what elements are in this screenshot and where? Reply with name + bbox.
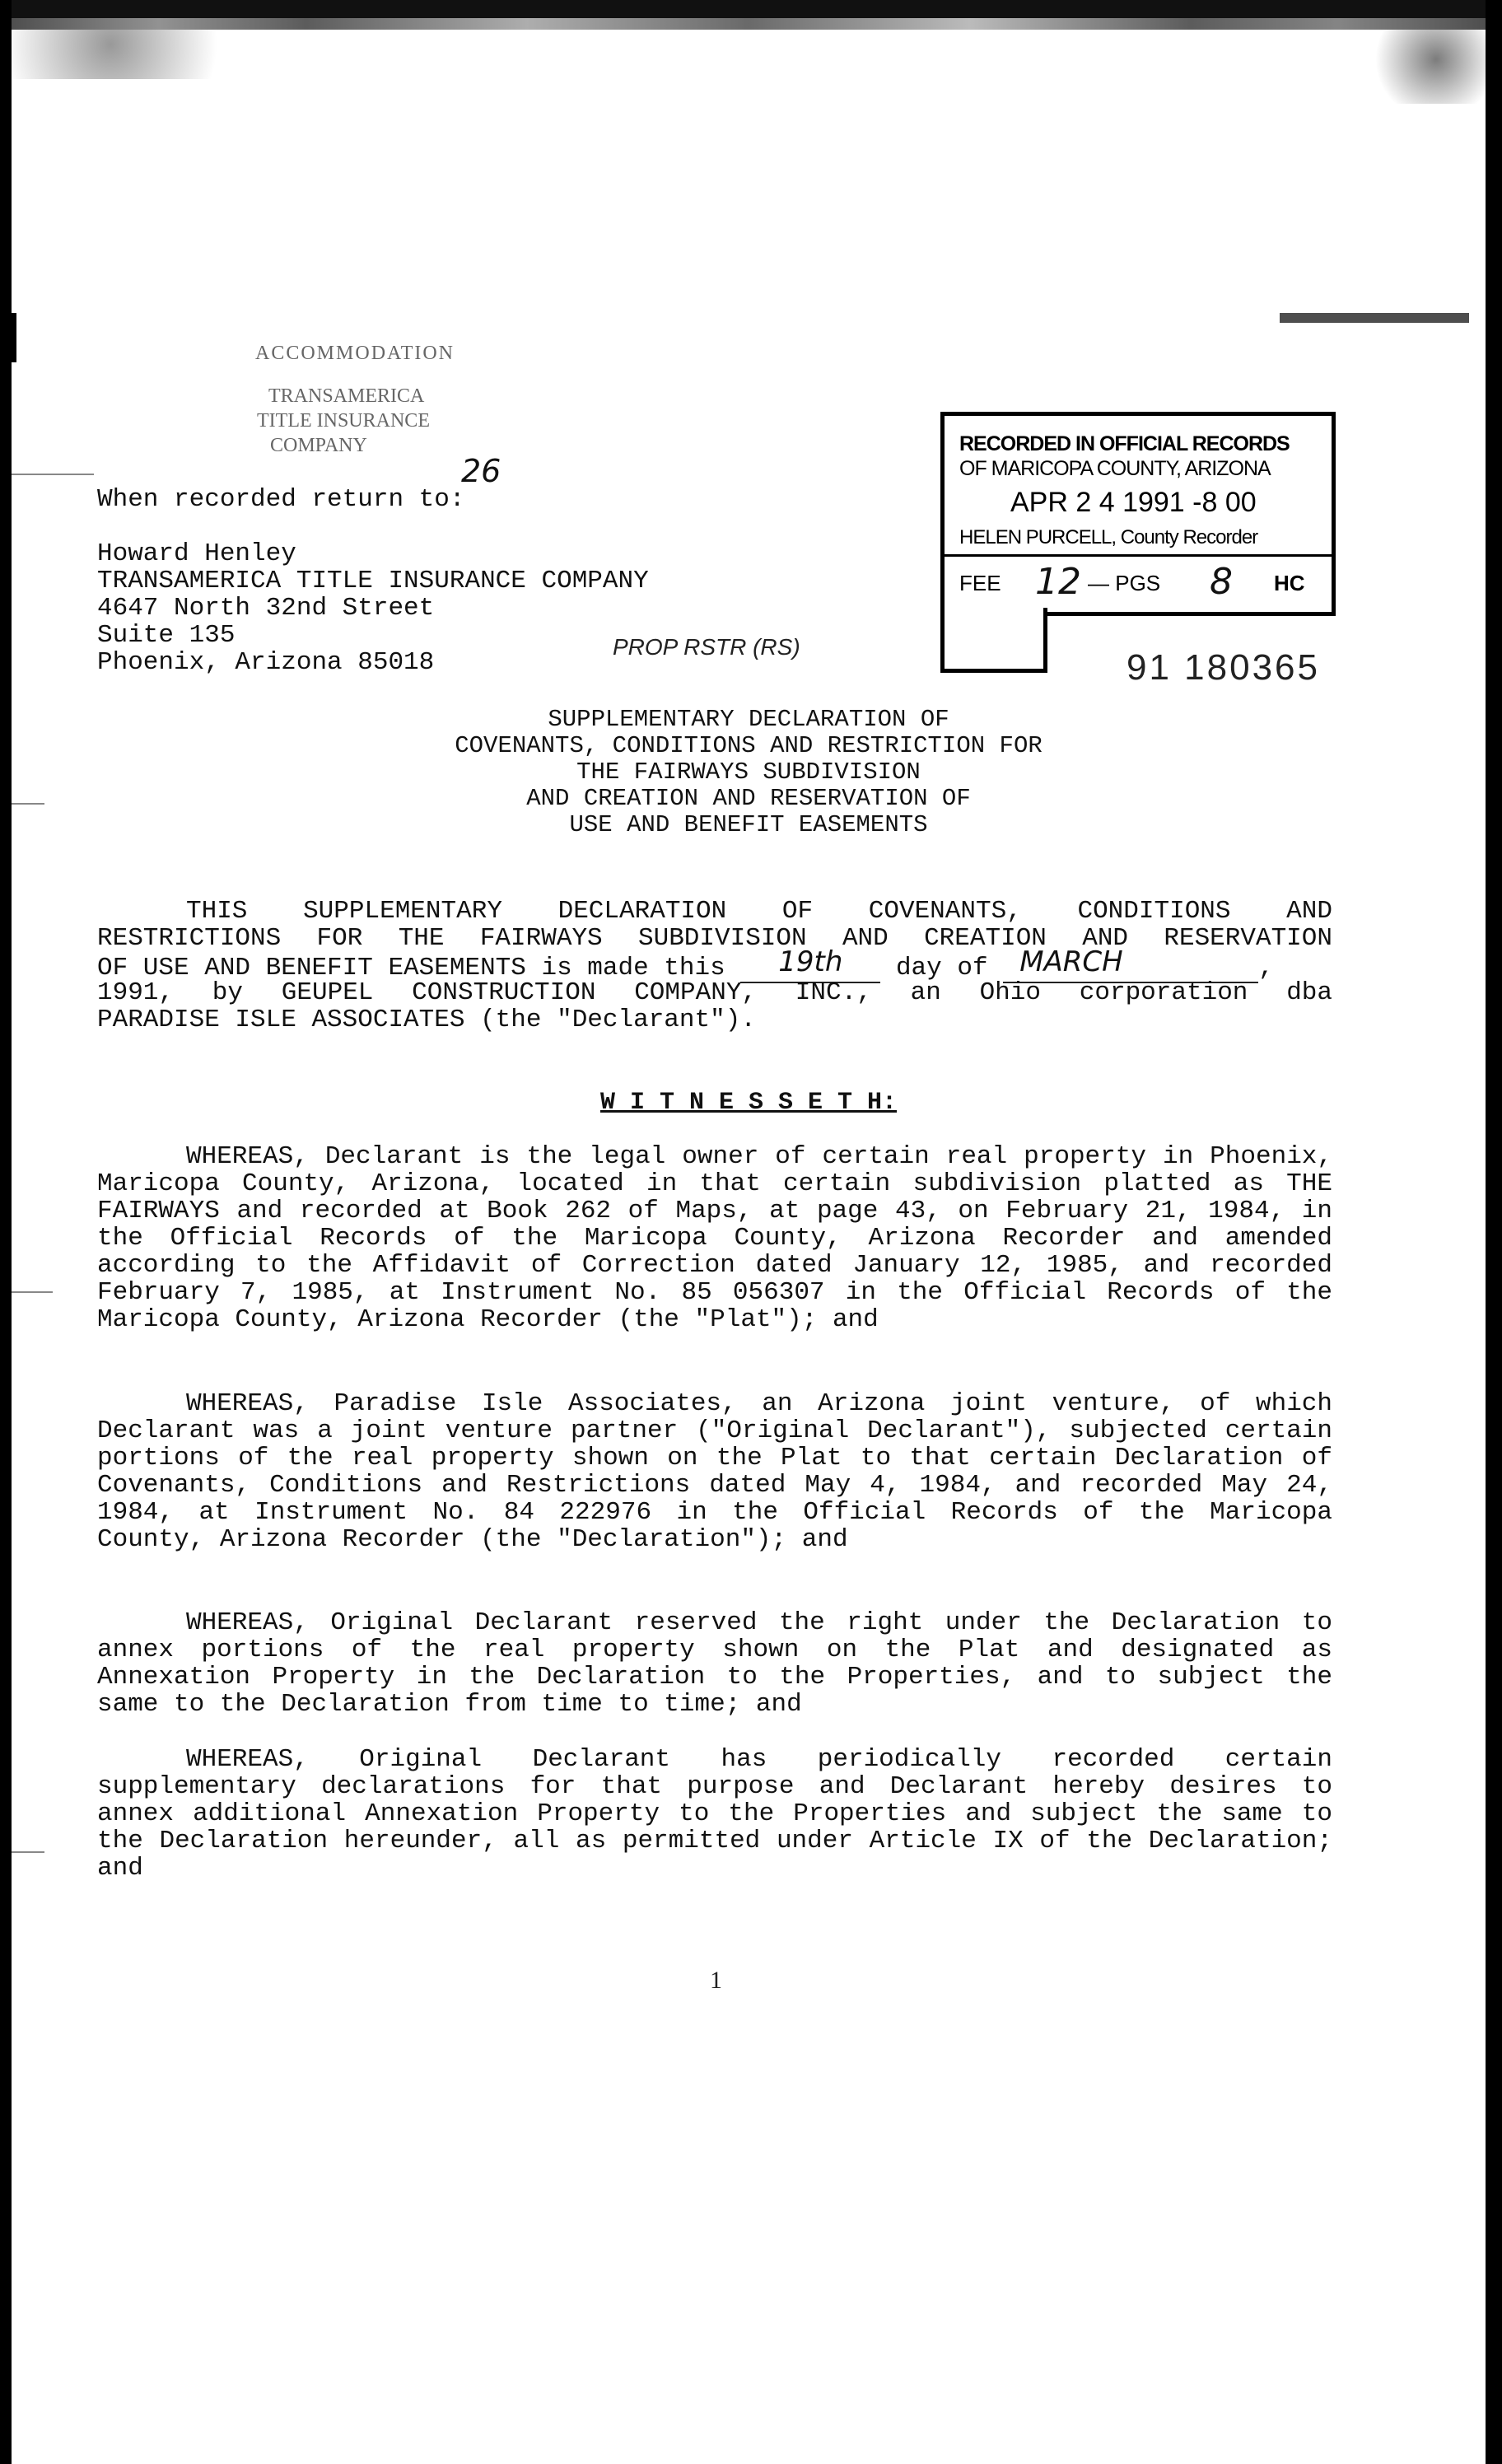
scan-noise-bottom <box>12 2322 1486 2464</box>
scan-noise-top <box>12 0 1486 18</box>
return-to-name: Howard Henley <box>97 539 296 568</box>
return-to-city: Phoenix, Arizona 85018 <box>97 648 435 677</box>
return-to-suite: Suite 135 <box>97 621 236 650</box>
intro-line-3a: OF USE AND BENEFIT EASEMENTS is made this <box>97 954 725 982</box>
intro-line-3c: , <box>1258 954 1274 982</box>
prop-note: PROP RSTR (RS) <box>613 634 800 660</box>
scan-noise-top-left <box>12 30 259 79</box>
intro-line-5: PARADISE ISLE ASSOCIATES (the "Declarant"). <box>97 1006 756 1034</box>
accommodation-handwritten: 26 <box>461 453 501 489</box>
document-title <box>12 707 1486 838</box>
stamp-pgs-label: — PGS <box>1088 571 1161 595</box>
document-page <box>12 0 1486 2464</box>
title-line-2: COVENANTS, CONDITIONS AND RESTRICTION FOR <box>455 732 1043 759</box>
intro-line-1 <box>97 898 1332 925</box>
title-line-3: THE FAIRWAYS SUBDIVISION <box>576 758 921 786</box>
margin-speck-2 <box>12 803 44 805</box>
return-to-block <box>97 540 649 676</box>
page-number: 1 <box>710 1967 722 1994</box>
intro-line-4 <box>97 979 1332 1006</box>
intro-line-2 <box>97 925 1332 952</box>
day-handwritten: 19th <box>778 945 843 978</box>
accommodation-line2: TRANSAMERICA <box>268 385 425 407</box>
accommodation-line1: ACCOMMODATION <box>255 343 455 364</box>
month-handwritten: MARCH <box>1019 945 1123 978</box>
accommodation-line3: TITLE INSURANCE <box>257 410 430 432</box>
return-to-company: TRANSAMERICA TITLE INSURANCE COMPANY <box>97 567 649 595</box>
stamp-pgs-value: 8 <box>1210 561 1233 603</box>
intro-line-4-text: 1991, by GEUPEL CONSTRUCTION COMPANY, INC., an Ohio corporation dba <box>97 978 1332 1007</box>
accommodation-stamp <box>240 341 455 458</box>
scan-noise-top-right <box>1362 30 1486 104</box>
paragraph-1: WHEREAS, Declarant is the legal owner of certain real property in Phoenix, Maricopa County, Arizona, located in that certain subdivision platted as THE FAIRWAYS and recorded at Book 262 of Maps, at page 43, on February 21, 1984, in the Official Records of the Maricopa County, Arizona Recorder and amended according to the Affidavit of Correction dated January 12, 1985, and recorded February 7, 1985, at Instrument No. 85 056307 in the Official Records of the Maricopa County, Arizona Recorder (the "Plat"); and <box>97 1142 1332 1334</box>
witnesseth-text: W I T N E S S E T H: <box>599 1089 898 1117</box>
intro-line-1-text: THIS SUPPLEMENTARY DECLARATION OF COVENANTS, CONDITIONS AND <box>186 897 1332 926</box>
stamp-recorder: HELEN PURCELL, County Recorder <box>959 526 1258 548</box>
paragraph-3: WHEREAS, Original Declarant reserved the right under the Declaration to annex portions of the real property shown on the Plat and designated as Annexation Property in the Declaration to the Properties, and to subject the same to the Declaration from time to time; and <box>97 1608 1332 1719</box>
title-line-4: AND CREATION AND RESERVATION OF <box>526 785 971 812</box>
return-to-street: 4647 North 32nd Street <box>97 594 435 623</box>
intro-line-3b: day of <box>895 954 988 982</box>
paragraph-4: WHEREAS, Original Declarant has periodically recorded certain supplementary declarations for that purpose and Declarant hereby desires to annex additional Annexation Property to the Properties and subject the same to the Declaration hereunder, all as permitted under Article IX of the Declaration; and <box>97 1745 1332 1883</box>
stamp-divider <box>945 554 1332 557</box>
intro-line-2-text: RESTRICTIONS FOR THE FAIRWAYS SUBDIVISION AND CREATION AND RESERVATION <box>97 924 1332 953</box>
margin-speck-1 <box>12 474 94 475</box>
scan-noise-top-band <box>12 18 1486 30</box>
scan-noise-right-band <box>1280 313 1469 323</box>
instrument-number: 91 180365 <box>1126 647 1320 688</box>
stamp-line1: RECORDED IN OFFICIAL RECORDS <box>959 432 1290 455</box>
stamp-date: APR 2 4 1991 -8 00 <box>1010 487 1257 518</box>
return-to-label: When recorded return to: <box>97 485 465 514</box>
stamp-hc: HC <box>1274 571 1305 595</box>
stamp-notch <box>940 608 1047 673</box>
paragraph-2: WHEREAS, Paradise Isle Associates, an Arizona joint venture, of which Declarant was a joint venture partner ("Original Declarant"), subjected certain portions of the real property shown on the Plat to that certain Declaration of Covenants, Conditions and Restrictions dated May 4, 1984, and recorded May 24, 1984, at Instrument No. 84 222976 in the Official Records of the Maricopa County, Arizona Recorder (the "Declaration"); and <box>97 1389 1332 1554</box>
stamp-fee-label: FEE <box>959 571 1001 595</box>
margin-speck-4 <box>12 1851 44 1853</box>
accommodation-line4: COMPANY <box>270 435 367 456</box>
stamp-fee-value: 12 <box>1035 561 1081 603</box>
recording-stamp <box>940 412 1336 616</box>
margin-speck-3 <box>12 1291 53 1293</box>
title-line-1: SUPPLEMENTARY DECLARATION OF <box>548 706 949 733</box>
witnesseth-heading <box>12 1089 1486 1117</box>
scan-noise-left-mark <box>12 313 16 362</box>
stamp-line2: OF MARICOPA COUNTY, ARIZONA <box>959 457 1271 480</box>
title-line-5: USE AND BENEFIT EASEMENTS <box>569 811 928 838</box>
